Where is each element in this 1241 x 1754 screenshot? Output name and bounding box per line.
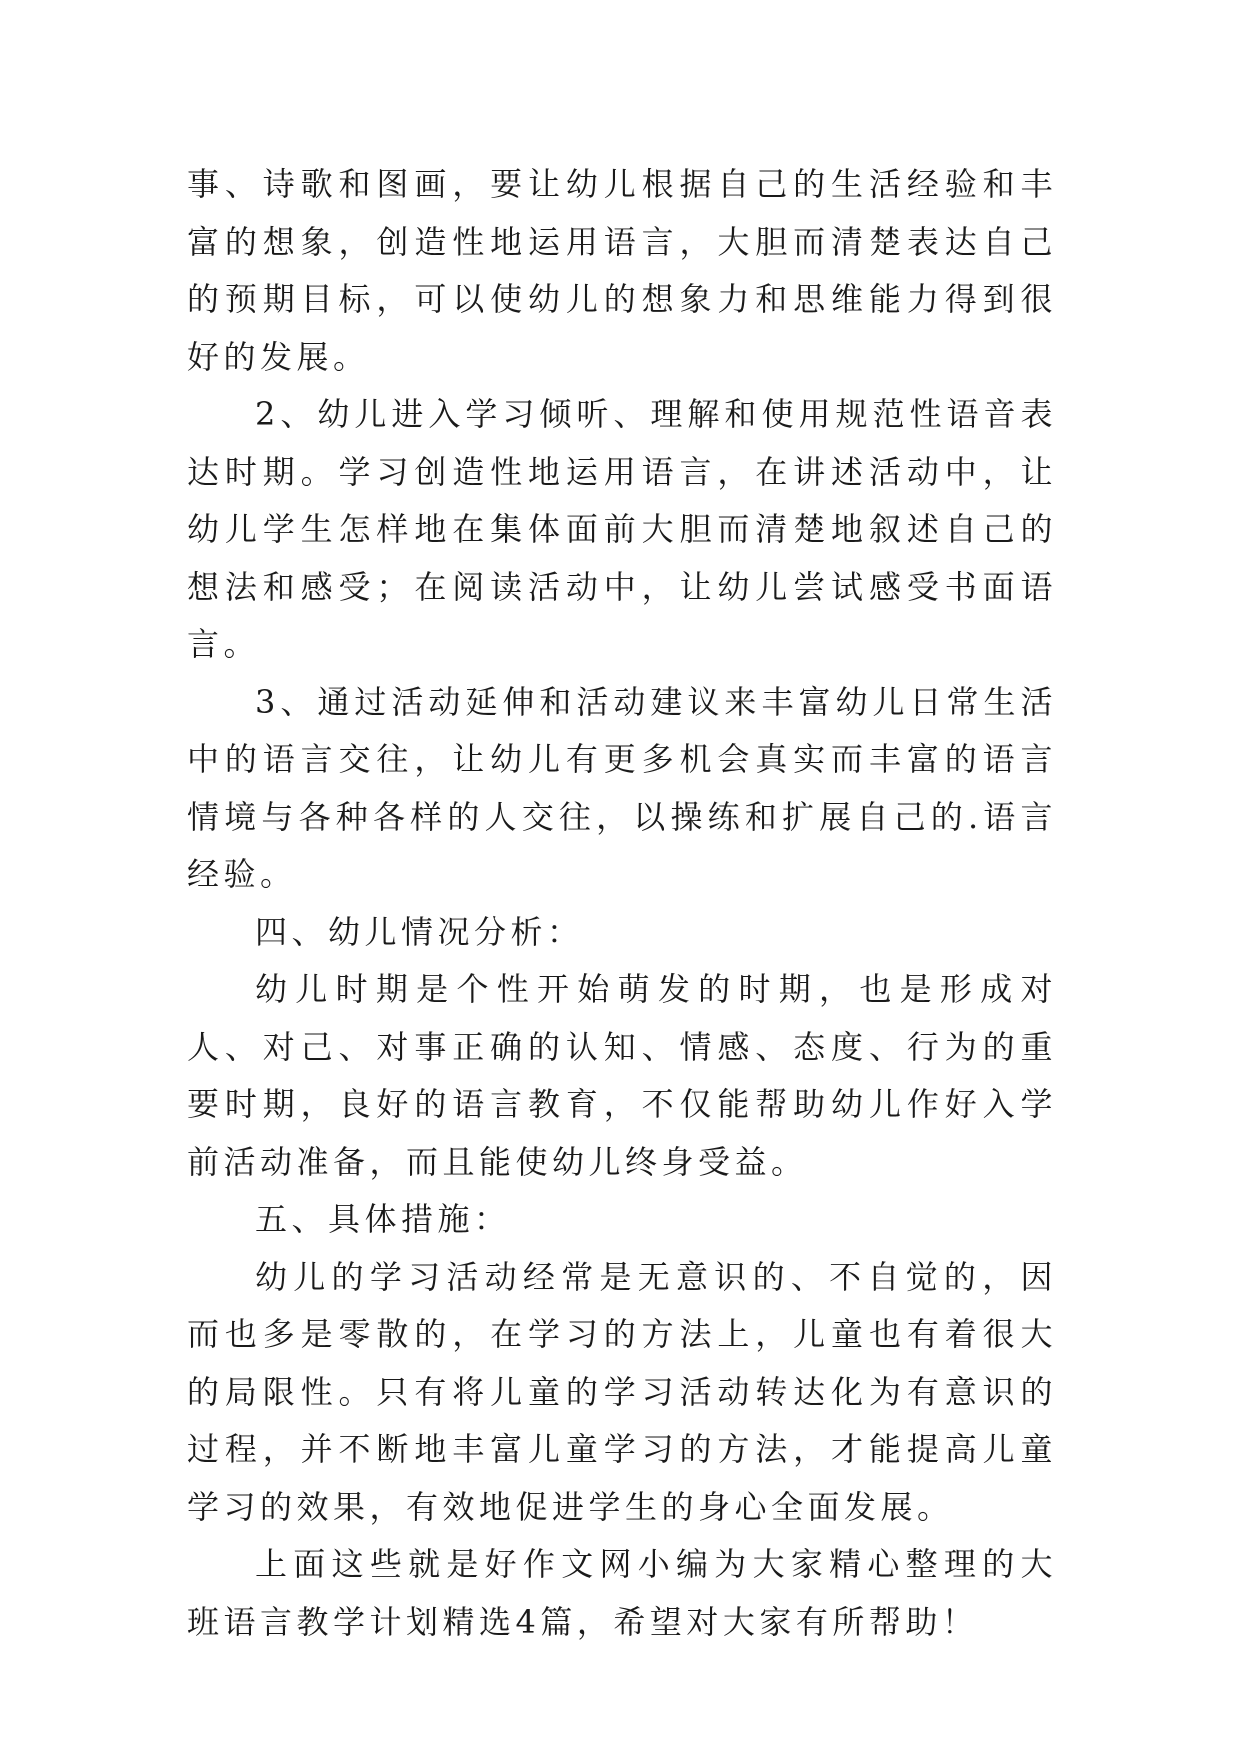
paragraph-closing: 上面这些就是好作文网小编为大家精心整理的大班语言教学计划精选4篇，希望对大家有所帮助！ [187, 1545, 1057, 1641]
paragraph-continued: 事、诗歌和图画，要让幼儿根据自己的生活经验和丰富的想象，创造性地运用语言，大胆而清楚表达自己的预期目标，可以使幼儿的想象力和思维能力得到很好的发展。 [187, 165, 1057, 376]
document-body [187, 156, 1057, 1651]
paragraph-measures: 幼儿的学习活动经常是无意识的、不自觉的，因而也多是零散的，在学习的方法上，儿童也有着很大的局限性。只有将儿童的学习活动转达化为有意识的过程，并不断地丰富儿童学习的方法，才能提高儿童学习的效果，有效地促进学生的身心全面发展。 [187, 1257, 1057, 1526]
paragraph-item-2: 2、幼儿进入学习倾听、理解和使用规范性语音表达时期。学习创造性地运用语言，在讲述活动中，让幼儿学生怎样地在集体面前大胆而清楚地叙述自己的想法和感受；在阅读活动中，让幼儿尝试感受书面语言。 [187, 395, 1057, 663]
paragraph-item-3: 3、通过活动延伸和活动建议来丰富幼儿日常生活中的语言交往，让幼儿有更多机会真实而丰富的语言情境与各种各样的人交往，以操练和扩展自己的.语言经验。 [187, 682, 1057, 893]
paragraph-analysis: 幼儿时期是个性开始萌发的时期，也是形成对人、对己、对事正确的认知、情感、态度、行为的重要时期，良好的语言教育，不仅能帮助幼儿作好入学前活动准备，而且能使幼儿终身受益。 [187, 970, 1057, 1181]
section-heading-5: 五、具体措施： [255, 1200, 511, 1238]
section-heading-4: 四、幼儿情况分析： [255, 912, 584, 951]
